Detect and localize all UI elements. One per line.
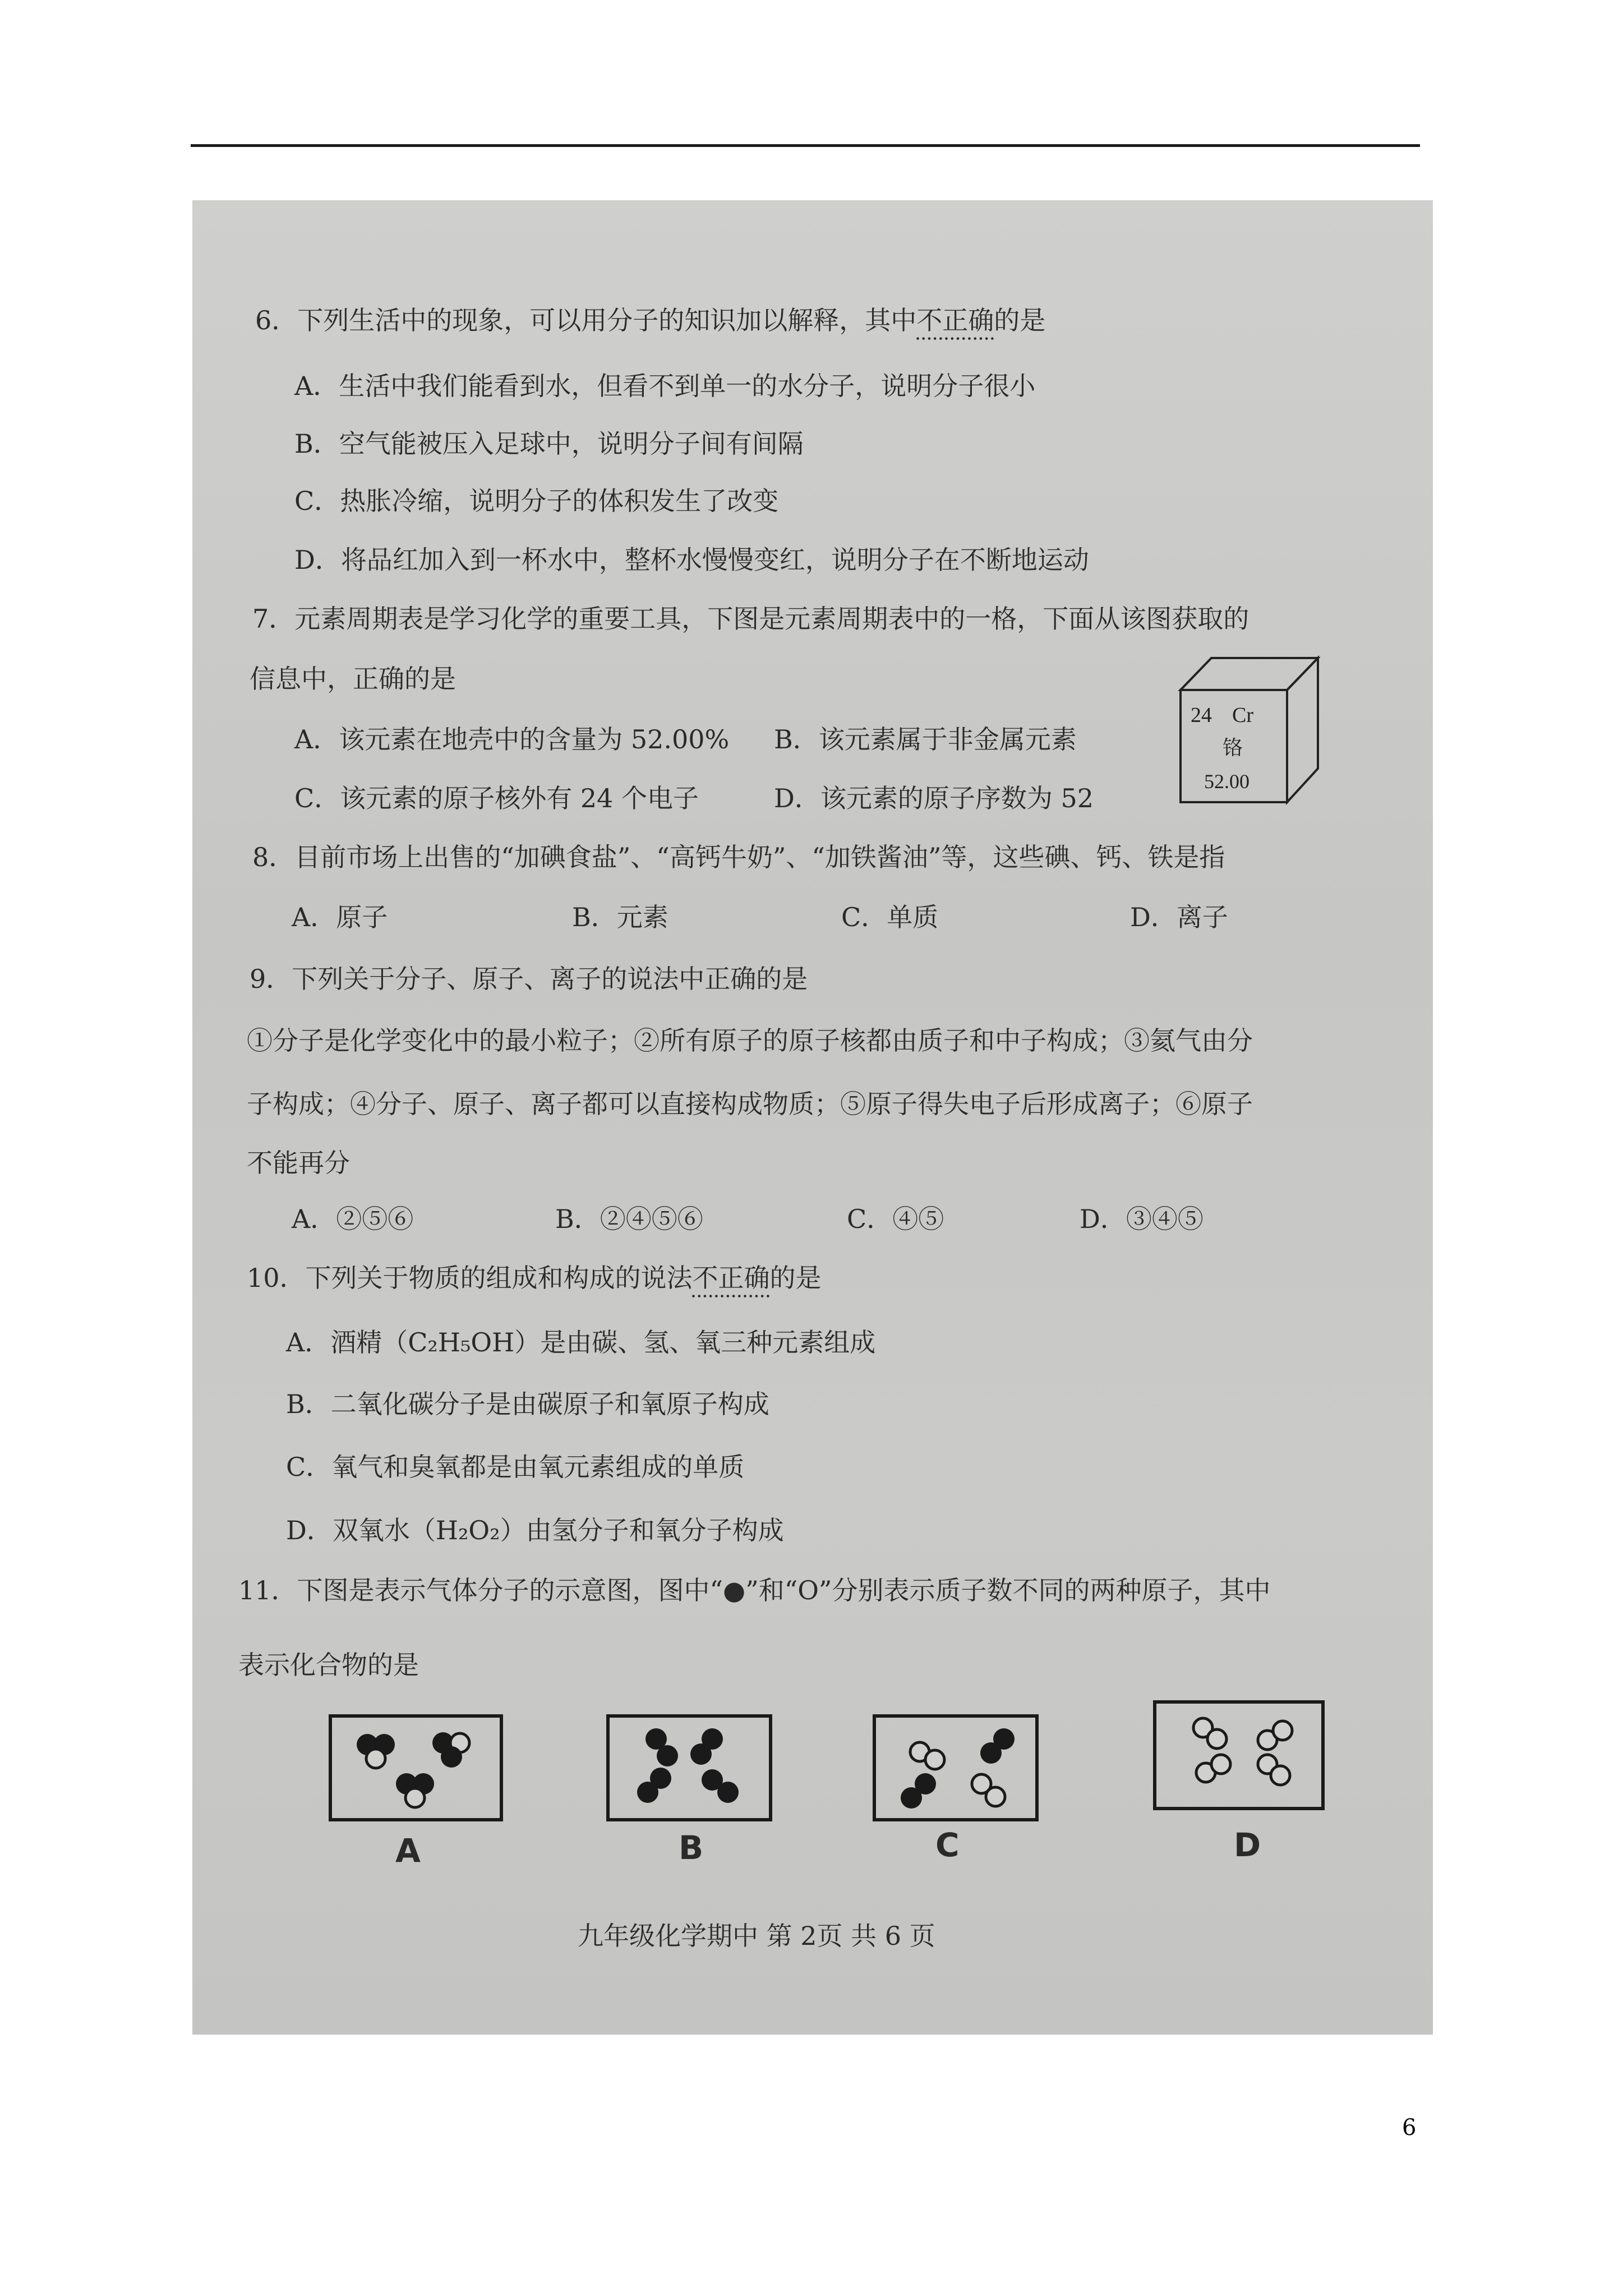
element-name: 铬	[1223, 737, 1243, 760]
q11-stem-line2: 表示化合物的是	[238, 1650, 419, 1680]
q9-statements-line1: ①分子是化学变化中的最小粒子；②所有原子的原子核都由质子和中子构成；③氦气由分	[247, 1025, 1253, 1056]
element-mass: 52.00	[1204, 770, 1249, 793]
q10-stem: 10．下列关于物质的组成和构成的说法不正确的是	[247, 1263, 822, 1293]
exam-footer: 九年级化学期中 第 2页 共 6 页	[578, 1921, 935, 1951]
q7-stem-line2: 信息中，正确的是	[250, 664, 456, 694]
q8-stem: 8．目前市场上出售的“加碘食盐”、“高钙牛奶”、“加铁酱油”等，这些碘、钙、铁是指	[252, 842, 1225, 872]
q10-option-b: B．二氧化碳分子是由碳原子和氧原子构成	[286, 1389, 769, 1419]
header-rule	[191, 144, 1420, 147]
element-symbol: Cr	[1232, 703, 1253, 727]
periodic-cell-figure	[1169, 654, 1321, 808]
q7-option-b: B．该元素属于非金属元素	[774, 724, 1077, 754]
molecule-diagram-c	[872, 1714, 1040, 1823]
q6-option-b: B．空气能被压入足球中，说明分子间有间隔	[294, 429, 804, 459]
q10-option-c: C．氧气和臭氧都是由氧元素组成的单质	[286, 1452, 745, 1482]
molecule-label-c: C	[935, 1826, 960, 1864]
q6-stem: 6．下列生活中的现象，可以用分子的知识加以解释，其中不正确的是	[255, 305, 1046, 335]
q6-option-d: D．将品红加入到一杯水中，整杯水慢慢变红，说明分子在不断地运动	[294, 545, 1089, 575]
molecule-diagram-a	[328, 1714, 505, 1823]
q8-option-c: C．单质	[841, 902, 939, 932]
molecule-label-d: D	[1234, 1826, 1261, 1864]
q9-stem: 9．下列关于分子、原子、离子的说法中正确的是	[250, 964, 808, 994]
element-number: 24	[1191, 703, 1212, 727]
q6-option-c: C．热胀冷缩，说明分子的体积发生了改变	[294, 486, 779, 516]
q7-option-c: C．该元素的原子核外有 24 个电子	[294, 783, 699, 813]
q8-option-b: B．元素	[572, 902, 668, 932]
q7-option-d: D．该元素的原子序数为 52	[774, 783, 1094, 813]
q9-option-d: D．③④⑤	[1080, 1204, 1204, 1234]
q10-option-d: D．双氧水（H₂O₂）由氢分子和氧分子构成	[286, 1515, 784, 1545]
molecule-label-a: A	[395, 1832, 421, 1870]
q9-option-b: B．②④⑤⑥	[555, 1204, 703, 1234]
q6-option-a: A．生活中我们能看到水，但看不到单一的水分子，说明分子很小	[294, 371, 1036, 401]
q8-option-d: D．离子	[1130, 902, 1228, 932]
page-number: 6	[1402, 2115, 1417, 2141]
q7-option-a: A．该元素在地壳中的含量为 52.00%	[294, 724, 730, 754]
q9-statements-line3: 不能再分	[247, 1148, 350, 1178]
molecule-label-b: B	[679, 1829, 704, 1867]
q8-option-a: A．原子	[292, 902, 388, 932]
q10-option-a: A．酒精（C₂H₅OH）是由碳、氢、氧三种元素组成	[286, 1327, 876, 1358]
q9-statements-line2: 子构成；④分子、原子、离子都可以直接构成物质；⑤原子得失电子后形成离子；⑥原子	[247, 1089, 1253, 1119]
molecule-diagram-d	[1152, 1700, 1326, 1812]
q9-option-a: A．②⑤⑥	[292, 1204, 414, 1234]
q11-stem-line1: 11．下图是表示气体分子的示意图，图中“●”和“O”分别表示质子数不同的两种原子，其中	[238, 1575, 1271, 1605]
molecule-diagram-b	[606, 1714, 774, 1823]
q9-option-c: C．④⑤	[847, 1204, 944, 1234]
q7-stem-line1: 7．元素周期表是学习化学的重要工具，下图是元素周期表中的一格，下面从该图获取的	[252, 604, 1249, 634]
